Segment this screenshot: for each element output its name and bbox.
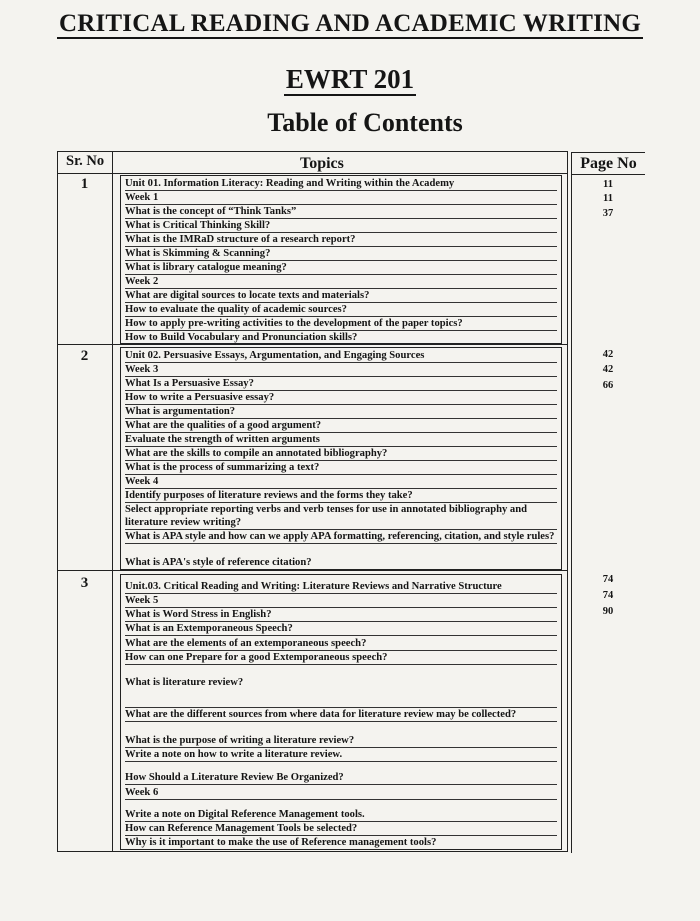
course-title [0, 10, 700, 38]
topic-row: What is an Extemporaneous Speech? [125, 622, 557, 636]
topic-row: What is library catalogue meaning? [125, 261, 557, 275]
topic-row: What is Critical Thinking Skill? [125, 219, 557, 233]
topic-row: Unit 01. Information Literacy: Reading and Writing within the Academy [125, 177, 557, 191]
unit-3-number: 3 [80, 575, 89, 591]
topic-row: What are the different sources from where data for literature review may be collected? [125, 707, 557, 722]
topic-row: Why is it important to make the use of Reference management tools? [125, 837, 437, 848]
course-code-text: EWRT 201 [285, 64, 415, 94]
topic-row: What is the process of summarizing a text? [125, 461, 557, 475]
sr-no-header: Sr. No [66, 153, 105, 169]
topic-row: How can Reference Management Tools be selected? [125, 822, 557, 836]
topic-row: Select appropriate reporting verbs and verb tenses for use in annotated bibliography and literature review writing? [125, 503, 557, 530]
column-divider [112, 151, 113, 851]
topic-row: Identify purposes of literature reviews and the forms they take? [125, 489, 557, 503]
topic-row: What is APA style and how can we apply APA formatting, referencing, citation, and style rules? [125, 530, 557, 544]
unit-divider [57, 570, 568, 571]
topic-row: Unit 02. Persuasive Essays, Argumentation, and Engaging Sources [125, 349, 557, 363]
page-no-header: Page No [580, 155, 637, 172]
page-number: 11 [603, 193, 613, 204]
page-header-divider [571, 174, 645, 175]
topic-row: How to write a Persuasive essay? [125, 391, 557, 405]
topic-row: What are the qualities of a good argument? [125, 419, 557, 433]
topic-row: What are the elements of an extemporaneous speech? [125, 637, 557, 651]
topic-row: How to apply pre-writing activities to the development of the paper topics? [125, 317, 557, 331]
topic-row: What is literature review? [125, 677, 244, 688]
page-number: 11 [603, 179, 613, 190]
topic-row: Week 4 [125, 475, 557, 489]
topic-row: Week 1 [125, 191, 557, 205]
unit-1-number: 1 [80, 176, 89, 192]
topic-row: How to Build Vocabulary and Pronunciation skills? [125, 332, 358, 343]
page-number: 42 [602, 364, 614, 375]
page-number: 74 [602, 590, 614, 601]
topic-row: What is Skimming & Scanning? [125, 247, 557, 261]
topic-row: What is APA's style of reference citation? [125, 557, 312, 568]
topic-row: What Is a Persuasive Essay? [125, 377, 557, 391]
topic-row: What is the IMRaD structure of a research report? [125, 233, 557, 247]
unit-divider [57, 344, 568, 345]
topic-row: What are the skills to compile an annotated bibliography? [125, 447, 557, 461]
topic-row: What is the purpose of writing a literature review? [125, 734, 557, 748]
topic-row: Write a note on Digital Reference Management tools. [125, 808, 557, 822]
page-no-column [571, 152, 645, 853]
page-number: 90 [602, 606, 614, 617]
page-number: 74 [602, 574, 614, 585]
toc-heading: Table of Contents [267, 108, 463, 137]
topic-row: What is the concept of “Think Tanks” [125, 205, 557, 219]
topic-row: How to evaluate the quality of academic sources? [125, 303, 557, 317]
header-row-divider [57, 173, 568, 174]
topic-row: What is Word Stress in English? [125, 608, 557, 622]
topic-row: Week 6 [125, 786, 557, 800]
course-code [0, 64, 700, 95]
unit-2-number: 2 [80, 348, 89, 364]
topic-row: Week 3 [125, 363, 557, 377]
topic-row: What is argumentation? [125, 405, 557, 419]
course-title-text: CRITICAL READING AND ACADEMIC WRITING [58, 10, 642, 37]
topic-row: Week 2 [125, 275, 557, 289]
page-number: 37 [602, 208, 614, 219]
page-number: 66 [602, 380, 614, 391]
topic-row: What are digital sources to locate texts and materials? [125, 289, 557, 303]
topic-row: Week 5 [125, 594, 557, 608]
topic-row: Unit.03. Critical Reading and Writing: Literature Reviews and Narrative Structure [125, 580, 557, 594]
page-number: 42 [602, 349, 614, 360]
topic-row: Evaluate the strength of written arguments [125, 433, 557, 447]
topic-row: Write a note on how to write a literature review. [125, 748, 557, 762]
topics-header: Topics [300, 155, 344, 172]
topic-row: How Should a Literature Review Be Organized? [125, 771, 557, 785]
topic-row: How can one Prepare for a good Extemporaneous speech? [125, 651, 557, 665]
